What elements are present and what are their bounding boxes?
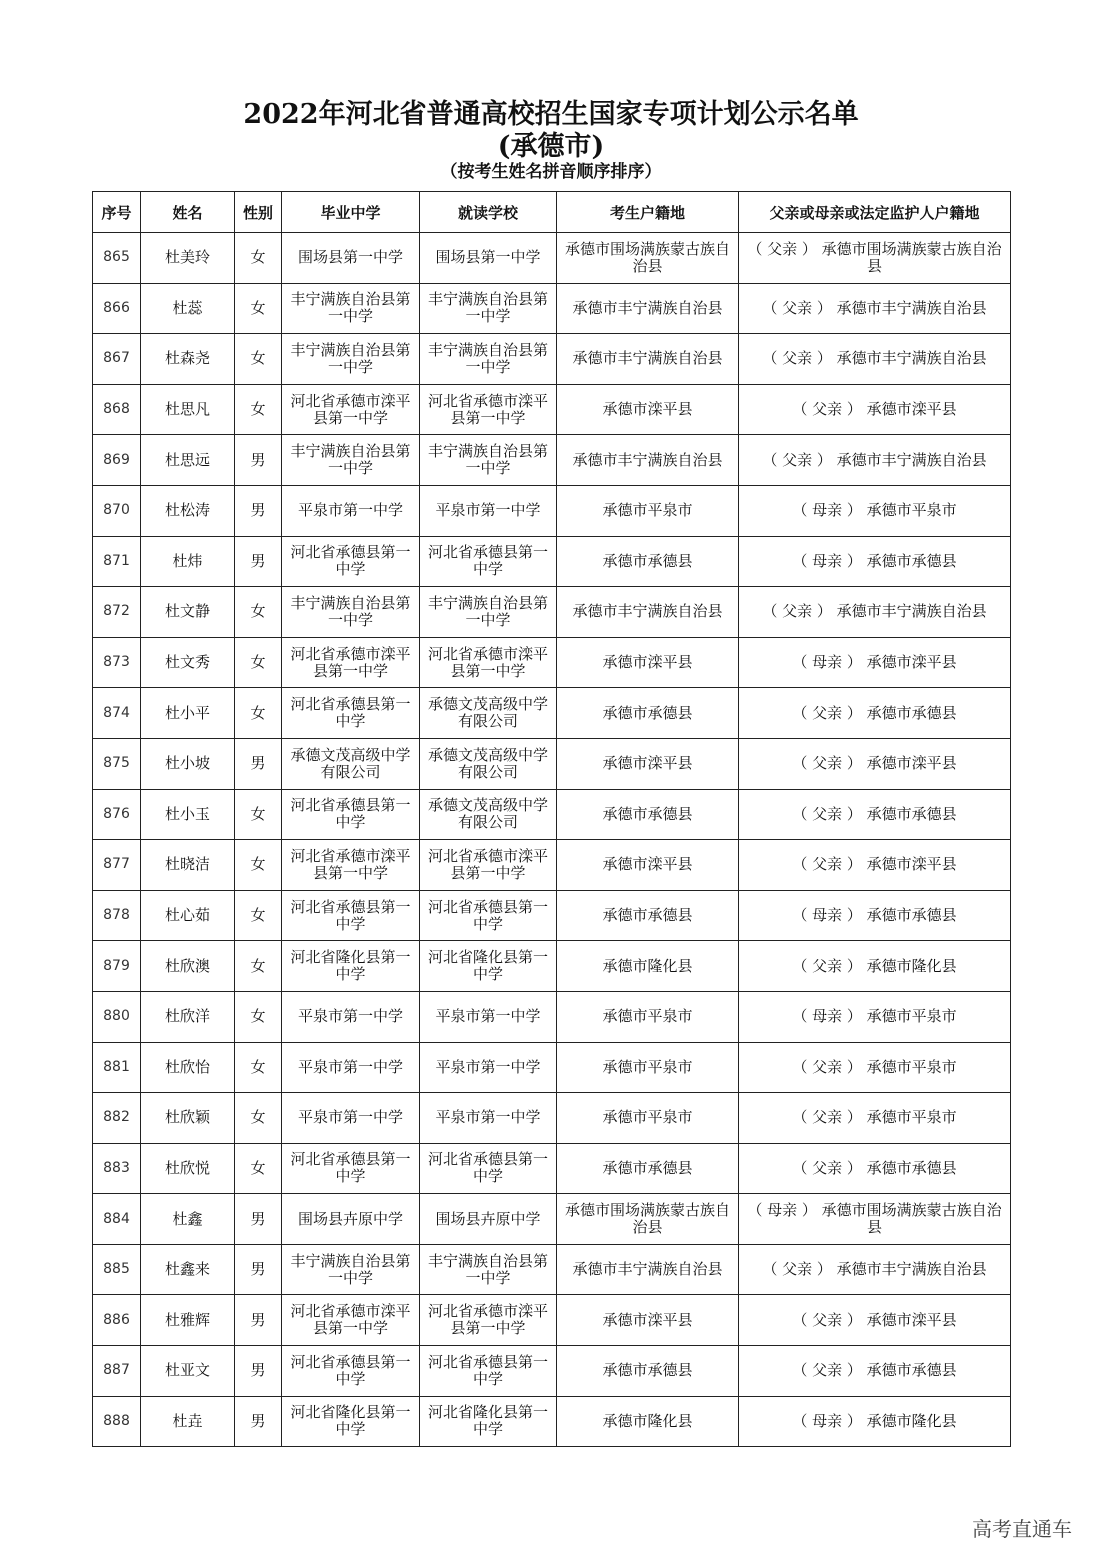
cell-name: 杜文秀 bbox=[141, 637, 235, 688]
cell-graduation-school: 围场县第一中学 bbox=[282, 233, 420, 284]
cell-graduation-school: 围场县卉原中学 bbox=[282, 1194, 420, 1245]
cell-examinee-hukou: 承德市丰宁满族自治县 bbox=[557, 334, 739, 385]
table-row bbox=[93, 890, 1011, 941]
cell-name: 杜森尧 bbox=[141, 334, 235, 385]
header-current-school: 就读学校 bbox=[420, 192, 557, 233]
cell-seq: 872 bbox=[93, 587, 141, 638]
cell-current-school: 河北省承德县第一中学 bbox=[420, 536, 557, 587]
cell-guardian-hukou: （ 父亲 ） 承德市丰宁满族自治县 bbox=[739, 587, 1011, 638]
cell-name: 杜晓洁 bbox=[141, 840, 235, 891]
table-row bbox=[93, 1143, 1011, 1194]
cell-seq: 881 bbox=[93, 1042, 141, 1093]
cell-guardian-hukou: （ 父亲 ） 承德市滦平县 bbox=[739, 384, 1011, 435]
cell-examinee-hukou: 承德市丰宁满族自治县 bbox=[557, 587, 739, 638]
table-header bbox=[93, 192, 1011, 233]
cell-gender: 男 bbox=[235, 435, 282, 486]
cell-examinee-hukou: 承德市平泉市 bbox=[557, 1093, 739, 1144]
table-row bbox=[93, 384, 1011, 435]
cell-current-school: 河北省隆化县第一中学 bbox=[420, 1396, 557, 1447]
cell-examinee-hukou: 承德市滦平县 bbox=[557, 1295, 739, 1346]
cell-guardian-hukou: （ 父亲 ） 承德市承德县 bbox=[739, 1346, 1011, 1397]
cell-graduation-school: 丰宁满族自治县第一中学 bbox=[282, 435, 420, 486]
cell-name: 杜欣澳 bbox=[141, 941, 235, 992]
cell-examinee-hukou: 承德市隆化县 bbox=[557, 941, 739, 992]
table-body bbox=[93, 233, 1011, 1447]
cell-name: 杜心茹 bbox=[141, 890, 235, 941]
cell-examinee-hukou: 承德市承德县 bbox=[557, 688, 739, 739]
sort-note: （按考生姓名拼音顺序排序） bbox=[440, 162, 662, 182]
cell-seq: 871 bbox=[93, 536, 141, 587]
cell-gender: 男 bbox=[235, 1295, 282, 1346]
table-row bbox=[93, 1295, 1011, 1346]
table-row bbox=[93, 789, 1011, 840]
cell-guardian-hukou: （ 父亲 ） 承德市承德县 bbox=[739, 688, 1011, 739]
cell-gender: 男 bbox=[235, 1244, 282, 1295]
cell-graduation-school: 河北省承德县第一中学 bbox=[282, 688, 420, 739]
cell-guardian-hukou: （ 母亲 ） 承德市滦平县 bbox=[739, 637, 1011, 688]
cell-guardian-hukou: （ 父亲 ） 承德市承德县 bbox=[739, 789, 1011, 840]
cell-gender: 女 bbox=[235, 384, 282, 435]
cell-seq: 865 bbox=[93, 233, 141, 284]
cell-gender: 女 bbox=[235, 789, 282, 840]
cell-name: 杜欣洋 bbox=[141, 991, 235, 1042]
cell-guardian-hukou: （ 父亲 ） 承德市滦平县 bbox=[739, 840, 1011, 891]
cell-current-school: 平泉市第一中学 bbox=[420, 1093, 557, 1144]
cell-current-school: 河北省承德县第一中学 bbox=[420, 890, 557, 941]
cell-current-school: 平泉市第一中学 bbox=[420, 991, 557, 1042]
cell-examinee-hukou: 承德市丰宁满族自治县 bbox=[557, 435, 739, 486]
cell-current-school: 河北省承德县第一中学 bbox=[420, 1346, 557, 1397]
cell-name: 杜文静 bbox=[141, 587, 235, 638]
cell-examinee-hukou: 承德市滦平县 bbox=[557, 840, 739, 891]
cell-guardian-hukou: （ 父亲 ） 承德市承德县 bbox=[739, 1143, 1011, 1194]
cell-current-school: 丰宁满族自治县第一中学 bbox=[420, 1244, 557, 1295]
cell-current-school: 河北省承德县第一中学 bbox=[420, 1143, 557, 1194]
table-row bbox=[93, 840, 1011, 891]
cell-examinee-hukou: 承德市滦平县 bbox=[557, 738, 739, 789]
cell-seq: 868 bbox=[93, 384, 141, 435]
cell-current-school: 平泉市第一中学 bbox=[420, 485, 557, 536]
cell-current-school: 围场县卉原中学 bbox=[420, 1194, 557, 1245]
cell-gender: 女 bbox=[235, 283, 282, 334]
header-gender: 性别 bbox=[235, 192, 282, 233]
cell-current-school: 承德文茂高级中学有限公司 bbox=[420, 789, 557, 840]
table-row bbox=[93, 1093, 1011, 1144]
cell-examinee-hukou: 承德市承德县 bbox=[557, 789, 739, 840]
document-subtitle: (承德市) bbox=[497, 131, 605, 162]
table-row bbox=[93, 688, 1011, 739]
cell-guardian-hukou: （ 母亲 ） 承德市围场满族蒙古族自治县 bbox=[739, 1194, 1011, 1245]
cell-current-school: 丰宁满族自治县第一中学 bbox=[420, 435, 557, 486]
cell-name: 杜鑫 bbox=[141, 1194, 235, 1245]
document-title: 2022年河北省普通高校招生国家专项计划公示名单 bbox=[243, 99, 859, 130]
table-row bbox=[93, 1346, 1011, 1397]
cell-graduation-school: 河北省承德县第一中学 bbox=[282, 1346, 420, 1397]
cell-guardian-hukou: （ 父亲 ） 承德市平泉市 bbox=[739, 1093, 1011, 1144]
header-examinee-hukou: 考生户籍地 bbox=[557, 192, 739, 233]
cell-examinee-hukou: 承德市平泉市 bbox=[557, 1042, 739, 1093]
header-graduation-school: 毕业中学 bbox=[282, 192, 420, 233]
table-row bbox=[93, 283, 1011, 334]
cell-guardian-hukou: （ 父亲 ） 承德市丰宁满族自治县 bbox=[739, 334, 1011, 385]
cell-name: 杜思凡 bbox=[141, 384, 235, 435]
cell-graduation-school: 平泉市第一中学 bbox=[282, 1042, 420, 1093]
cell-gender: 女 bbox=[235, 941, 282, 992]
roster-table bbox=[92, 191, 1011, 1447]
cell-graduation-school: 河北省承德县第一中学 bbox=[282, 1143, 420, 1194]
cell-seq: 882 bbox=[93, 1093, 141, 1144]
cell-name: 杜蕊 bbox=[141, 283, 235, 334]
table-row bbox=[93, 1244, 1011, 1295]
cell-gender: 女 bbox=[235, 637, 282, 688]
cell-gender: 男 bbox=[235, 1346, 282, 1397]
cell-examinee-hukou: 承德市承德县 bbox=[557, 1143, 739, 1194]
cell-current-school: 丰宁满族自治县第一中学 bbox=[420, 283, 557, 334]
cell-graduation-school: 河北省承德市滦平县第一中学 bbox=[282, 1295, 420, 1346]
cell-seq: 887 bbox=[93, 1346, 141, 1397]
cell-name: 杜欣颖 bbox=[141, 1093, 235, 1144]
header-row bbox=[93, 192, 1011, 233]
cell-current-school: 河北省承德市滦平县第一中学 bbox=[420, 1295, 557, 1346]
cell-examinee-hukou: 承德市围场满族蒙古族自治县 bbox=[557, 1194, 739, 1245]
cell-name: 杜炜 bbox=[141, 536, 235, 587]
cell-examinee-hukou: 承德市丰宁满族自治县 bbox=[557, 283, 739, 334]
cell-gender: 女 bbox=[235, 688, 282, 739]
cell-seq: 878 bbox=[93, 890, 141, 941]
cell-guardian-hukou: （ 父亲 ） 承德市丰宁满族自治县 bbox=[739, 435, 1011, 486]
cell-examinee-hukou: 承德市围场满族蒙古族自治县 bbox=[557, 233, 739, 284]
cell-graduation-school: 河北省承德县第一中学 bbox=[282, 536, 420, 587]
cell-seq: 883 bbox=[93, 1143, 141, 1194]
cell-examinee-hukou: 承德市承德县 bbox=[557, 536, 739, 587]
cell-seq: 874 bbox=[93, 688, 141, 739]
cell-name: 杜欣悦 bbox=[141, 1143, 235, 1194]
cell-name: 杜小玉 bbox=[141, 789, 235, 840]
cell-examinee-hukou: 承德市平泉市 bbox=[557, 991, 739, 1042]
table-row bbox=[93, 485, 1011, 536]
cell-graduation-school: 河北省隆化县第一中学 bbox=[282, 941, 420, 992]
cell-name: 杜小坡 bbox=[141, 738, 235, 789]
cell-seq: 888 bbox=[93, 1396, 141, 1447]
cell-name: 杜雅辉 bbox=[141, 1295, 235, 1346]
cell-seq: 870 bbox=[93, 485, 141, 536]
table-row bbox=[93, 587, 1011, 638]
cell-gender: 男 bbox=[235, 738, 282, 789]
cell-seq: 877 bbox=[93, 840, 141, 891]
cell-graduation-school: 河北省承德县第一中学 bbox=[282, 890, 420, 941]
cell-gender: 女 bbox=[235, 1093, 282, 1144]
cell-seq: 869 bbox=[93, 435, 141, 486]
cell-seq: 880 bbox=[93, 991, 141, 1042]
cell-name: 杜美玲 bbox=[141, 233, 235, 284]
cell-gender: 女 bbox=[235, 233, 282, 284]
cell-name: 杜鑫来 bbox=[141, 1244, 235, 1295]
cell-guardian-hukou: （ 母亲 ） 承德市隆化县 bbox=[739, 1396, 1011, 1447]
cell-gender: 男 bbox=[235, 485, 282, 536]
table-row bbox=[93, 637, 1011, 688]
cell-seq: 875 bbox=[93, 738, 141, 789]
cell-name: 杜亚文 bbox=[141, 1346, 235, 1397]
cell-gender: 男 bbox=[235, 1194, 282, 1245]
cell-guardian-hukou: （ 父亲 ） 承德市滦平县 bbox=[739, 1295, 1011, 1346]
cell-graduation-school: 平泉市第一中学 bbox=[282, 485, 420, 536]
cell-guardian-hukou: （ 母亲 ） 承德市平泉市 bbox=[739, 485, 1011, 536]
cell-current-school: 丰宁满族自治县第一中学 bbox=[420, 587, 557, 638]
table-row bbox=[93, 334, 1011, 385]
cell-gender: 男 bbox=[235, 536, 282, 587]
cell-graduation-school: 河北省承德市滦平县第一中学 bbox=[282, 637, 420, 688]
cell-examinee-hukou: 承德市滦平县 bbox=[557, 637, 739, 688]
cell-current-school: 平泉市第一中学 bbox=[420, 1042, 557, 1093]
cell-seq: 867 bbox=[93, 334, 141, 385]
cell-name: 杜垚 bbox=[141, 1396, 235, 1447]
cell-guardian-hukou: （ 父亲 ） 承德市滦平县 bbox=[739, 738, 1011, 789]
cell-graduation-school: 丰宁满族自治县第一中学 bbox=[282, 1244, 420, 1295]
header-name: 姓名 bbox=[141, 192, 235, 233]
cell-gender: 女 bbox=[235, 1143, 282, 1194]
cell-graduation-school: 平泉市第一中学 bbox=[282, 1093, 420, 1144]
cell-graduation-school: 丰宁满族自治县第一中学 bbox=[282, 334, 420, 385]
table-row bbox=[93, 1042, 1011, 1093]
cell-guardian-hukou: （ 父亲 ） 承德市丰宁满族自治县 bbox=[739, 1244, 1011, 1295]
cell-name: 杜思远 bbox=[141, 435, 235, 486]
cell-name: 杜松涛 bbox=[141, 485, 235, 536]
cell-guardian-hukou: （ 父亲 ） 承德市围场满族蒙古族自治县 bbox=[739, 233, 1011, 284]
cell-examinee-hukou: 承德市平泉市 bbox=[557, 485, 739, 536]
header-seq: 序号 bbox=[93, 192, 141, 233]
cell-seq: 876 bbox=[93, 789, 141, 840]
cell-current-school: 河北省承德市滦平县第一中学 bbox=[420, 384, 557, 435]
cell-name: 杜欣怡 bbox=[141, 1042, 235, 1093]
cell-graduation-school: 平泉市第一中学 bbox=[282, 991, 420, 1042]
watermark-text: 高考直通车 bbox=[972, 1517, 1072, 1541]
cell-graduation-school: 河北省承德市滦平县第一中学 bbox=[282, 840, 420, 891]
cell-gender: 女 bbox=[235, 890, 282, 941]
cell-graduation-school: 河北省承德市滦平县第一中学 bbox=[282, 384, 420, 435]
cell-seq: 873 bbox=[93, 637, 141, 688]
cell-current-school: 承德文茂高级中学有限公司 bbox=[420, 738, 557, 789]
cell-gender: 女 bbox=[235, 334, 282, 385]
cell-guardian-hukou: （ 母亲 ） 承德市承德县 bbox=[739, 890, 1011, 941]
cell-gender: 女 bbox=[235, 1042, 282, 1093]
header-guardian-hukou: 父亲或母亲或法定监护人户籍地 bbox=[739, 192, 1011, 233]
cell-guardian-hukou: （ 父亲 ） 承德市隆化县 bbox=[739, 941, 1011, 992]
table-row bbox=[93, 738, 1011, 789]
cell-current-school: 河北省承德市滦平县第一中学 bbox=[420, 637, 557, 688]
cell-seq: 886 bbox=[93, 1295, 141, 1346]
table-row bbox=[93, 536, 1011, 587]
cell-graduation-school: 河北省承德县第一中学 bbox=[282, 789, 420, 840]
table-row bbox=[93, 233, 1011, 284]
cell-guardian-hukou: （ 父亲 ） 承德市丰宁满族自治县 bbox=[739, 283, 1011, 334]
cell-gender: 男 bbox=[235, 1396, 282, 1447]
table-row bbox=[93, 991, 1011, 1042]
cell-examinee-hukou: 承德市承德县 bbox=[557, 1346, 739, 1397]
cell-guardian-hukou: （ 父亲 ） 承德市平泉市 bbox=[739, 1042, 1011, 1093]
cell-current-school: 围场县第一中学 bbox=[420, 233, 557, 284]
cell-seq: 879 bbox=[93, 941, 141, 992]
cell-examinee-hukou: 承德市丰宁满族自治县 bbox=[557, 1244, 739, 1295]
table-row bbox=[93, 1396, 1011, 1447]
cell-gender: 女 bbox=[235, 991, 282, 1042]
cell-examinee-hukou: 承德市隆化县 bbox=[557, 1396, 739, 1447]
cell-gender: 女 bbox=[235, 840, 282, 891]
cell-guardian-hukou: （ 母亲 ） 承德市承德县 bbox=[739, 536, 1011, 587]
cell-current-school: 河北省承德市滦平县第一中学 bbox=[420, 840, 557, 891]
table-row bbox=[93, 941, 1011, 992]
cell-graduation-school: 丰宁满族自治县第一中学 bbox=[282, 587, 420, 638]
cell-graduation-school: 承德文茂高级中学有限公司 bbox=[282, 738, 420, 789]
cell-name: 杜小平 bbox=[141, 688, 235, 739]
table-row bbox=[93, 435, 1011, 486]
cell-seq: 884 bbox=[93, 1194, 141, 1245]
cell-guardian-hukou: （ 母亲 ） 承德市平泉市 bbox=[739, 991, 1011, 1042]
cell-seq: 885 bbox=[93, 1244, 141, 1295]
cell-current-school: 承德文茂高级中学有限公司 bbox=[420, 688, 557, 739]
cell-examinee-hukou: 承德市承德县 bbox=[557, 890, 739, 941]
cell-seq: 866 bbox=[93, 283, 141, 334]
cell-current-school: 丰宁满族自治县第一中学 bbox=[420, 334, 557, 385]
cell-examinee-hukou: 承德市滦平县 bbox=[557, 384, 739, 435]
cell-graduation-school: 丰宁满族自治县第一中学 bbox=[282, 283, 420, 334]
cell-graduation-school: 河北省隆化县第一中学 bbox=[282, 1396, 420, 1447]
cell-current-school: 河北省隆化县第一中学 bbox=[420, 941, 557, 992]
table-row bbox=[93, 1194, 1011, 1245]
cell-gender: 女 bbox=[235, 587, 282, 638]
